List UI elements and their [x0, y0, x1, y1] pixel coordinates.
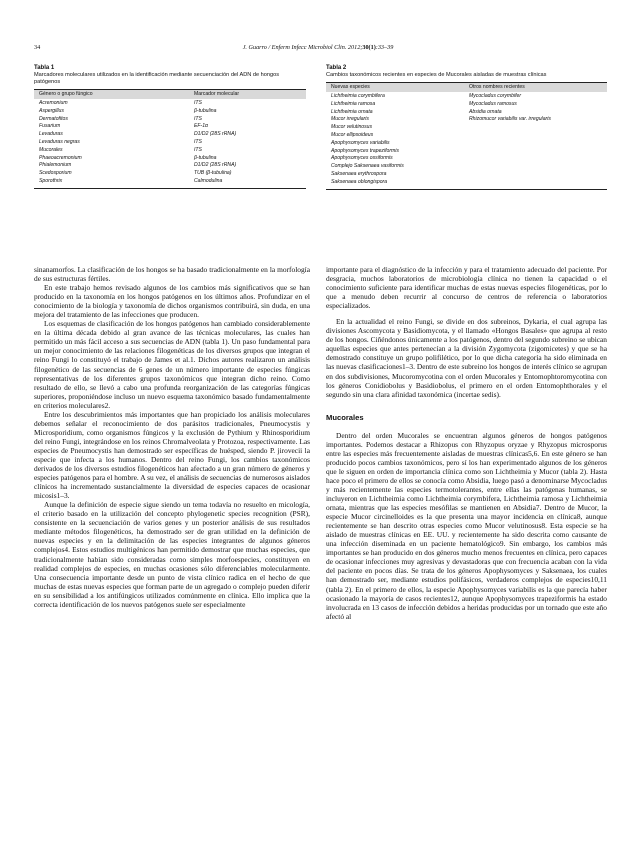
table-2-row [326, 132, 607, 140]
table-1-cell: D1/D2 (28S rRNA) [194, 162, 237, 169]
table-1-cell: Levaduras negras [39, 138, 80, 145]
paragraph: Aunque la definición de especie sigue siendo un tema todavía no resuelto en micología, el criterio basado en la utilización del concepto phylogenetic species recognition (PSR), consistente en la secuenciación de varios genes y un posterior análisis de sus resultados mediante métodos filogenéticos, ha demostrado ser de gran utilidad en la definición de nuevas especies y en la delimitación de las especies integrantes de algunos géneros complejos4. Estos estudios multigénicos han permitido demostrar que muchas especies, que tradicionalmente habían sido consideradas como simples morfoespecies, constituyen en realidad complejos de especies, en muchas ocasiones sólo diferenciables molecularmente. Una consecuencia importante desde un punto de vista clínico radica en el hecho de que muchas de estas nuevas especies que forman parte de un agregado o complejo pueden diferir en su sensibilidad a los antifúngicos utilizados comúnmente en clínica. Ello implica que la correcta identificación de los nuevos patógenos suele ser especialmente [34, 500, 310, 609]
table-2-row [326, 148, 607, 156]
table-2-cell [464, 171, 607, 179]
table-1-label: Tabla 1 [34, 65, 55, 71]
table-1-cell: D1/D2 (28S rRNA) [194, 131, 237, 138]
table-1-row [34, 123, 306, 131]
table-2-header-cell: Otros nombres recientes [469, 84, 525, 90]
right-column [326, 265, 607, 621]
table-2-cell: Lichtheimia ramosa [331, 100, 376, 107]
table-1-cell: ITS [194, 138, 202, 145]
table-2-cell: Lichtheimia ornata [331, 108, 373, 115]
table-1-cell: Calmodulina [194, 177, 223, 184]
table-2-cell: Complejo Saksenaea vasiformis [331, 163, 404, 170]
table-1-cell: β-tubulina [194, 154, 217, 161]
paragraph: En la actualidad el reino Fungi, se divide en dos subreinos, Dykaria, el cual agrupa las divisiones Ascomycota y Basidiomycota, y el llamado «Hongos Basales» que agrupa al resto de los hongos. Ciñéndonos únicamente a los patógenos, dentro del segundo subreino se ubican aquellas especies que antes pertenecían a la división Zygomycota (zigomicetes) y que se ha demostrado constituye un grupo polifilético, por lo que dicha categoría ha sido eliminada en las nuevas clasificaciones1–3. Dentro de este subreino los hongos de interés clínico se agrupan en dos subdivisiones, Mucoromycotina con el orden Mucorales y Entomophtoromycotina con los géneros Conidiobolus y Basidiobolus, el primero en el orden Entomophthorales y el segundo sin una clara afinidad taxonómica (incertae sedis). [326, 317, 607, 399]
table-1-cell: Mucorales [39, 146, 63, 153]
table-1-cell: Phaeoacremonium [39, 154, 82, 161]
table-2-row [326, 140, 607, 148]
table-2-cell [464, 132, 607, 140]
table-2-header-row [326, 83, 607, 92]
paragraph: sinanamorfos. La clasificación de los hongos se ha basado tradicionalmente en la morfología de sus estructuras fértiles. [34, 265, 310, 284]
table-2-row [326, 124, 607, 132]
table-1-cell: Levaduras [39, 131, 63, 138]
table-1-header-cell: Marcador molecular [194, 91, 240, 97]
table-2-cell [464, 179, 607, 187]
table-1-row [34, 100, 306, 108]
table-1 [34, 64, 306, 189]
table-2-cell: Apophysomyces ossiformis [331, 155, 393, 162]
table-1-cell: TUB (β-tubulina) [194, 170, 232, 177]
table-2-cell: Absidia ornata [469, 108, 502, 115]
table-2-cell: Mycocladus ramosus [469, 100, 517, 107]
table-1-cell: EF-1α [194, 123, 208, 130]
table-1-cell: ITS [194, 100, 202, 106]
table-1-row [34, 170, 306, 178]
journal-citation: J. Guarro / Enferm Infecc Microbiol Clin. 2012;30(1):33–39 [242, 44, 394, 51]
table-1-header-cell: Género o grupo fúngico [39, 91, 93, 97]
table-1-cell: Dermatofitos [39, 115, 68, 122]
left-column [34, 265, 310, 609]
table-2-cell [464, 148, 607, 156]
page-number: 34 [34, 44, 41, 51]
table-2-row [326, 163, 607, 171]
table-2-cell: Mucor ellipsoideus [331, 131, 374, 138]
table-1-cell: β-tubulina [194, 107, 217, 114]
table-2-cell: Mycocladus corymbifer [469, 93, 522, 99]
table-2-cell: Apophysomyces variabilis [331, 139, 390, 146]
table-1-header-row [34, 90, 306, 99]
paragraph: Entre los descubrimientos más importantes que han propiciado los análisis moleculares debemos señalar el reconocimiento de dos parásitos tradicionales, Pneumocystis y Microsporidium, como organismos fúngicos y la exclusión de Pythium y Rhinosporidium del reino Fungi, integrándose en los reinos Chromalveolata y Protozoa, respectivamente. Las especies de Pneumocystis han demostrado ser específicas de huésped, siendo P. jirovecii la especie que infecta a los humanos. Dentro del reino Fungi, los cambios taxonómicos derivados de los diversos estudios filogenéticos han afectado a un gran número de géneros y especies patógenos para el hombre. A su vez, el análisis de secuencias de numerosos aislados clínicos ha incrementado sustancialmente la diversidad de especies capaces de ocasionar micosis1–3. [34, 409, 310, 501]
table-1-cell: ITS [194, 146, 202, 153]
paragraph: Dentro del orden Mucorales se encuentran algunos géneros de hongos patógenos importantes. Podemos destacar a Rhizopus con Rhyzopus oryzae y Rhyzopus microsporus entre las especies más frecuentemente aisladas de muestras clínicas5,6. En este género se han producido pocos cambios taxonómicos, pero sí los han experimentado algunos de los géneros que le siguen en orden de importancia clínica como son Lichtheimia y Mucor (tabla 2). Hasta hace poco el primero de ellos se conocía como Absidia, luego pasó a denominarse Mycocladus y más recientemente las especies termotolerantes, entre ellas las patógenas humanas, se incluyeron en Lichtheimia como Lichtheimia corymbifera, Lichtheimia ramosa y Lichtheimia ornata, mientras que las especies mesófilas se mantienen en Absidia7. Dentro de Mucor, la especie Mucor circinelloides es la que presenta una mayor incidencia en clínica8, aunque recientemente se han descrito otras especies como Mucor velutinosus8. Esta especie se ha aislado de muestras clínicas en EE. UU. y recientemente ha sido descrita como causante de una infección diseminada en un paciente hematológico9. Sin embargo, los cambios más importantes se han producido en dos géneros mucho menos frecuentes en clínica, pero capaces de ocasionar infecciones muy agresivas y devastadoras que con frecuencia acaban con la vida del paciente en pocos días. Se trata de los géneros Apophysomyces y Saksenaea, los cuales han demostrado ser, mediante estudios polifásicos, verdaderos complejos de especies10,11 (tabla 2). En el primero de ellos, la especie Apophysomyces variabilis es la que parecía haber ocasionado la mayoría de casos recientes12, aunque Apophysomyces trapeziformis ha estado involucrada en 13 casos de infección debidos a heridas producidas por un tornado que este año afectó al [326, 430, 607, 621]
table-2-cell: Mucor irregularis [331, 116, 369, 123]
table-2-cell [464, 155, 607, 163]
table-2-row [326, 171, 607, 179]
table-2-cell [464, 163, 607, 171]
table-1-row [34, 147, 306, 155]
table-2-cell: Rhizomucor variabilis var. irregularis [469, 116, 551, 123]
table-2-label: Tabla 2 [326, 65, 347, 71]
table-1-row [34, 139, 306, 147]
table-2-cell: Apophysomyces trapeziformis [331, 147, 399, 154]
table-1-cell: Scedosporium [39, 170, 72, 177]
table-2-row [326, 155, 607, 163]
table-2-cell: Mucor velutinosus [331, 124, 373, 131]
paragraph: Los esquemas de clasificación de los hongos patógenos han cambiado considerablemente en la última década debido al gran avance de las técnicas moleculares, las cuales han permitido un más fácil acceso a sus secuencias de ADN (tabla 1). Un paso fundamental para un mejor conocimiento de las relaciones filogenéticas de los diversos grupos que integran el reino Fungi lo constituyó el trabajo de James et al.1. Dichos autores realizaron un análisis filogenético de las secuencias de 6 genes de un número importante de especies fúngicas representativas de los diferentes grupos taxonómicos que integran dicho reino. Como resultado de ello, se llevó a cabo una profunda reorganización de las categorías fúngicas superiores, proponiéndose incluso un nuevo esquema taxonómico basado fundamentalmente en criterios moleculares2. [34, 319, 310, 410]
section-heading: Mucorales [326, 412, 364, 422]
paragraph: importante para el diagnóstico de la infección y para el tratamiento adecuado del paciente. Por desgracia, muchos laboratorios de microbiología clínica no tienen la capacidad o el conocimiento suficiente para identificar muchas de estas nuevas especies filogenéticas, por lo que a menudo deben recurrir al concurso de centros de referencia o laboratorios especializados. [326, 265, 607, 311]
table-1-cell: ITS [194, 115, 202, 122]
table-2-row [326, 93, 607, 101]
table-2-row [326, 101, 607, 109]
table-2 [326, 64, 607, 190]
table-1-cell: Fusarium [39, 123, 61, 130]
table-2-row [326, 116, 607, 124]
table-1-caption: Marcadores moleculares utilizados en la identificación mediante secuenciación del ADN de hongos patógenos [34, 72, 280, 85]
table-2-cell [464, 124, 607, 132]
table-1-row [34, 108, 306, 116]
running-header [34, 44, 602, 56]
table-2-cell: Lichtheimia corymbifera [331, 93, 385, 99]
table-1-cell: Phialemonium [39, 162, 72, 169]
table-1-row [34, 155, 306, 163]
table-1-row [34, 116, 306, 124]
table-1-cell: Acremonium [39, 100, 68, 106]
table-2-header-cell: Nuevas especies [331, 84, 370, 90]
table-2-caption: Cambios taxonómicos recientes en especies de Mucorales aisladas de muestras clínicas [326, 72, 547, 78]
paragraph: En este trabajo hemos revisado algunos de los cambios más significativos que se han producido en la taxonomía en los hongos patógenos en los últimos años. Profundizar en el conocimiento de la biología y taxonomía de dichos organismos contribuirá, sin duda, en una mejora del tratamiento de las infecciones que producen. [34, 283, 310, 320]
table-1-row [34, 131, 306, 139]
table-2-row [326, 179, 607, 187]
table-2-row [326, 109, 607, 117]
table-1-row [34, 162, 306, 170]
table-2-cell [464, 140, 607, 148]
table-1-row [34, 178, 306, 186]
table-2-cell: Saksenaea oblongispora [331, 178, 388, 185]
table-2-cell: Saksenaea erythrospora [331, 170, 387, 177]
table-1-cell: Aspergillus [39, 107, 64, 114]
table-1-cell: Sporothrix [39, 177, 63, 184]
